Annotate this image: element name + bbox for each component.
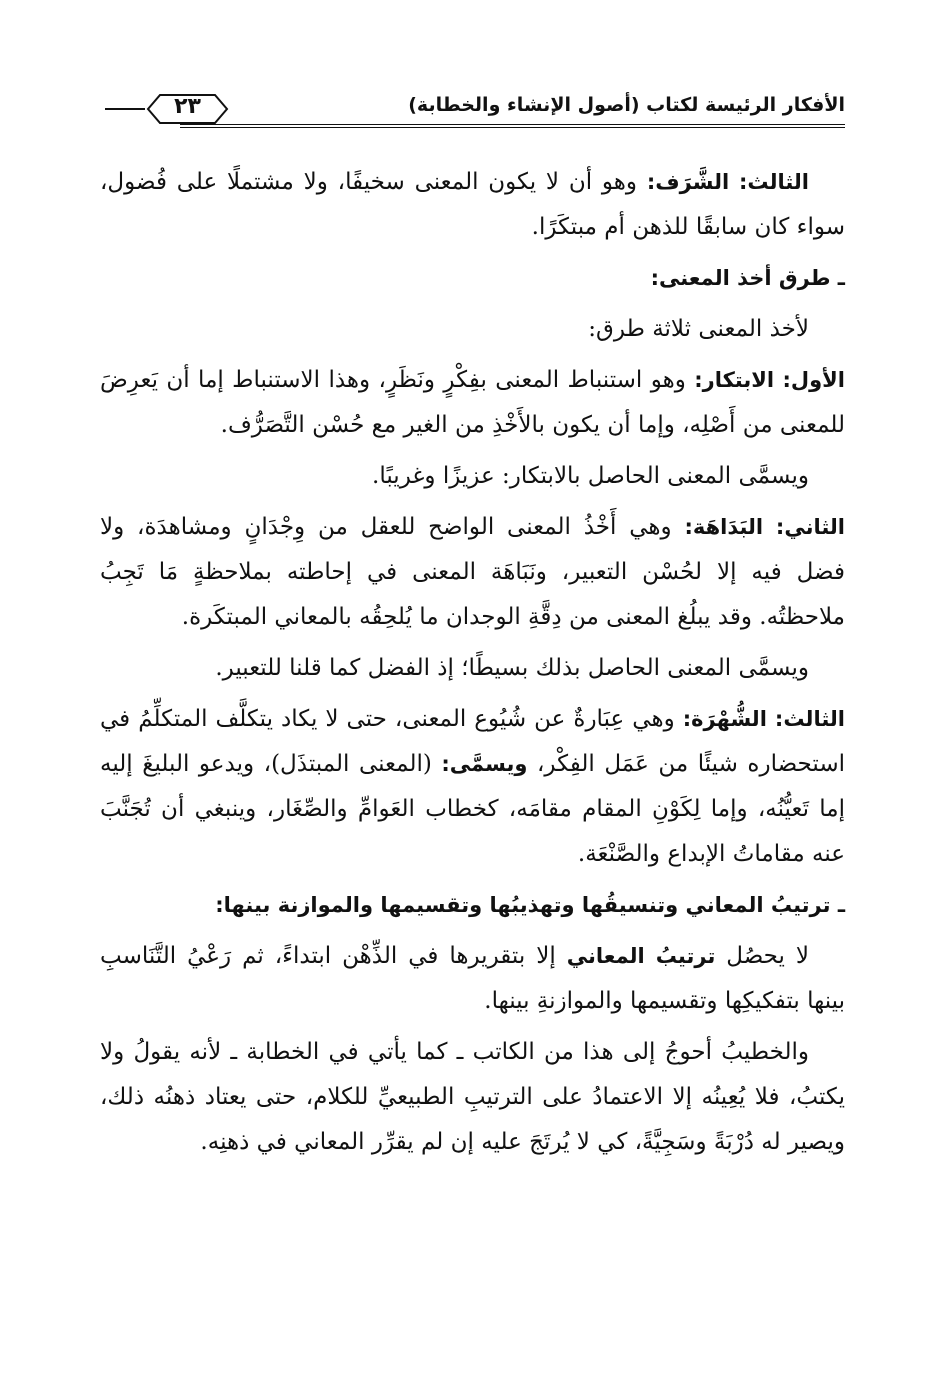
paragraph-text: وهي عِبَارةٌ عن شُيُوع المعنى، حتى لا يكاد يتكلَّف المتكلِّمُ في استحضاره شيئًا من عَمَل الفِكْر، xyxy=(100,706,845,777)
paragraph-text: وهي أَخْذُ المعنى الواضح للعقل من وِجْدَانٍ ومشاهدَة، ولا فضل فيه إلا لحُسْن التعبير، ونَبَاهَة المعنى في إحاطته بملاحظةٍ مَا تَجِبُ ملاحظتُه. وقد يبلُغ المعنى من دِقَّةِ الوجدان ما يُلحِقُه بالمعاني المبتكَرة. xyxy=(100,514,845,630)
page-number: ٢٣ xyxy=(174,94,201,119)
paragraph-sharaf xyxy=(100,160,845,250)
paragraph-ibtikar xyxy=(100,358,845,448)
term-inline: ترتيبُ المعاني xyxy=(566,944,716,968)
paragraph-text: وهو استنباط المعنى بفِكْرٍ ونَظَرٍ، وهذا الاستنباط إما أن يَعرِضَ للمعنى من أَصْلِه، وإما أن يكون بالأَخْذِ من الغير مع حُسْن التَّصَرُّف. xyxy=(100,367,845,438)
running-header xyxy=(100,90,845,132)
term-label: الثاني: البَدَاهَة: xyxy=(684,515,845,539)
header-title: الأفكار الرئيسة لكتاب (أصول الإنشاء والخطابة) xyxy=(408,94,845,116)
page-number-badge xyxy=(140,90,235,128)
paragraph-text: وهو أن لا يكون المعنى سخيفًا، ولا مشتملًا على فُضول، سواء كان سابقًا للذهن أم مبتكَرًا. xyxy=(100,169,845,240)
paragraph-text-continued: إلا بتقريرها في الذِّهْن ابتداءً، ثم رَعْيُ التَّنَاسبِ بينها بتفكيكِها وتقسيمها والموازنةِ بينها. xyxy=(100,943,845,1014)
section-heading-ordering: ـ ترتيبُ المعاني وتنسيقُها وتهذيبُها وتقسيمها والموازنة بينها: xyxy=(215,893,845,917)
paragraph-text-continued: (المعنى المبتذَل)، ويدعو البليغَ إليه إما تَعيُّنُه، وإما لِكَوْنِ المقام مقامَه، كخطاب العَوامِّ والصِّغَار، وينبغي أن تُجَنَّبَ عنه مقاماتُ الإبداع والصَّنْعَة. xyxy=(100,751,845,867)
term-label: الثالث: الشُّهْرَة: xyxy=(682,707,845,731)
paragraph-intro: لأخذ المعنى ثلاثة طرق: xyxy=(588,316,809,342)
paragraph-orator: والخطيبُ أحوجُ إلى هذا من الكاتب ـ كما يأتي في الخطابة ـ لأنه يقولُ ولا يكتبُ، فلا يُعِينُه إلا الاعتمادُ على الترتيبِ الطبيعيِّ للكلام، حتى يعتاد ذهنُه ذلك، ويصير له دُرْبَةً وسَجِيَّةً، كي لا يُرتَجَ عليه إن لم يقرِّر المعاني في ذهنِه. xyxy=(100,1039,845,1155)
paragraph-text: لا يحصُل xyxy=(715,943,810,969)
badge-rule xyxy=(105,108,145,110)
paragraph-ibtikar-name: ويسمَّى المعنى الحاصل بالابتكار: عزيزًا وغريبًا. xyxy=(372,463,809,489)
paragraph-badaha xyxy=(100,505,845,640)
paragraph-shuhra xyxy=(100,697,845,877)
paragraph-ordering xyxy=(100,934,845,1024)
section-heading-meaning-methods: ـ طرق أخذ المعنى: xyxy=(650,266,845,290)
term-label: الأول: الابتكار: xyxy=(694,368,845,392)
page-body xyxy=(100,160,845,1171)
header-rule xyxy=(180,124,845,128)
term-label: الثالث: الشَّرَف: xyxy=(646,170,809,194)
term-label-secondary: ويسمَّى: xyxy=(441,752,528,776)
paragraph-badaha-name: ويسمَّى المعنى الحاصل بذلك بسيطًا؛ إذ الفضل كما قلنا للتعبير. xyxy=(215,655,809,681)
